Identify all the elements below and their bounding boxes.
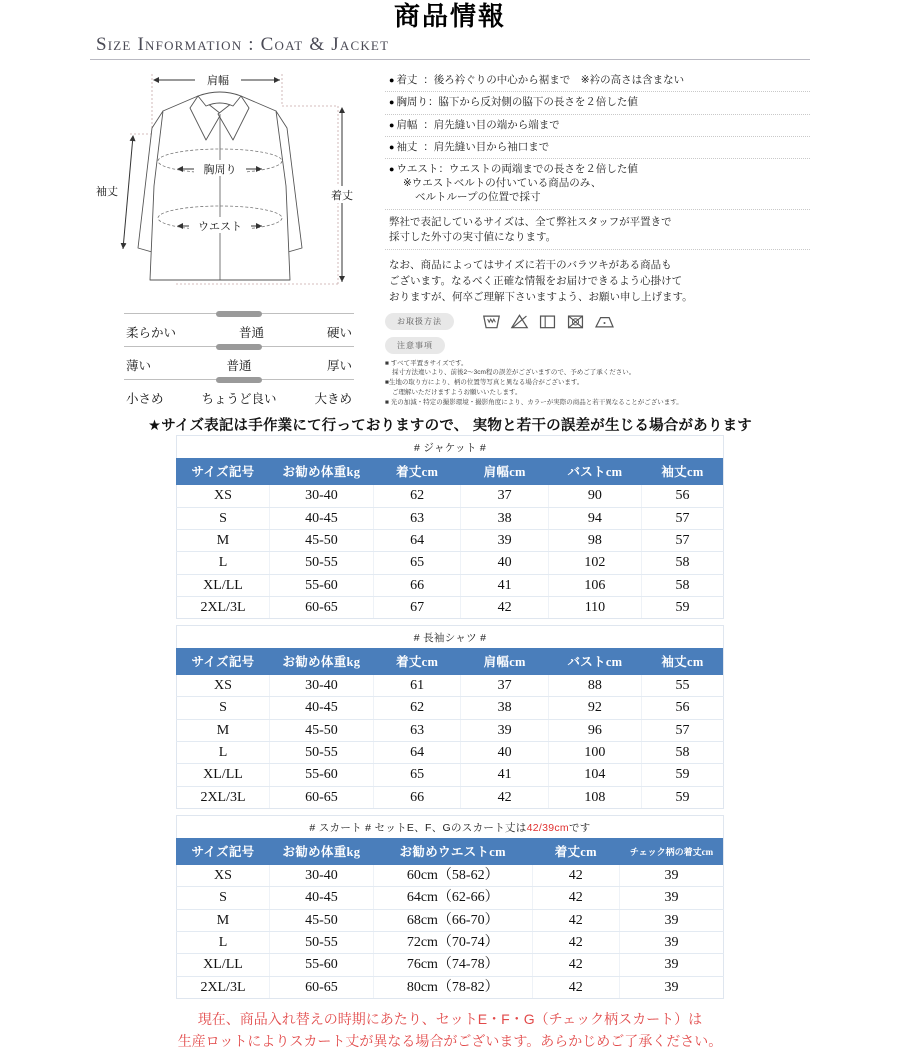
cell-shoulder: 38 [461, 697, 549, 719]
jacket-table-wrap [176, 435, 724, 619]
caution-label-pill: 注意事項 [385, 337, 445, 354]
jacket-size-table [176, 435, 724, 619]
stock-change-notice [90, 1009, 810, 1052]
jacket-diagram [90, 66, 385, 311]
cell-bust: 104 [548, 764, 641, 786]
cell-size: L [177, 552, 270, 574]
attribute-sliders [124, 313, 354, 411]
note-waist-sub2: ベルトループの位置で採寸 [415, 191, 541, 204]
table-row [177, 764, 724, 786]
cell-sleeve: 57 [641, 507, 723, 529]
note-sleeve-desc: ：肩先縫い目から袖口まで [423, 140, 550, 153]
cell-bust: 88 [548, 675, 641, 697]
table-row [177, 697, 724, 719]
table-row [177, 485, 724, 507]
bullet-icon: ● [389, 75, 395, 86]
note-waist-term: ウエスト [396, 162, 439, 175]
slider-hardness-track[interactable] [124, 313, 354, 323]
skirt-size-table [176, 815, 724, 999]
cell-weight: 50-55 [269, 931, 373, 953]
info-block [90, 66, 810, 412]
skirt-th-size: サイズ記号 [177, 838, 270, 865]
cell-check-length: 39 [620, 887, 724, 909]
slider-hardness-left: 柔らかい [126, 326, 177, 341]
garment-diagram-column [90, 66, 385, 412]
cell-sleeve: 56 [641, 485, 723, 507]
cell-length: 42 [532, 976, 620, 998]
cell-size: L [177, 742, 270, 764]
note-chest-desc: ：脇下から反対側の脇下の長さを２倍した値 [427, 96, 638, 109]
note-flat-measure-line2: 採寸した外寸の実寸値になります。 [389, 230, 557, 243]
note-variance-paragraph [385, 250, 810, 308]
cell-length: 65 [373, 552, 461, 574]
note-variance-line3: おりますが、何卒ご理解下さいますよう、お願い申し上げます。 [389, 291, 693, 304]
note-shoulder [385, 115, 810, 137]
cell-size: S [177, 887, 270, 909]
cell-weight: 40-45 [269, 507, 373, 529]
cell-bust: 98 [548, 529, 641, 551]
cell-weight: 30-40 [269, 865, 373, 887]
fineprint-notes [385, 359, 810, 408]
note-chest [385, 92, 810, 114]
cell-sleeve: 57 [641, 719, 723, 741]
skirt-table-wrap [176, 815, 724, 999]
cell-sleeve: 59 [641, 786, 723, 808]
measurement-notes-column [385, 66, 810, 407]
cell-size: S [177, 697, 270, 719]
cell-check-length: 39 [620, 865, 724, 887]
cell-weight: 40-45 [269, 697, 373, 719]
cell-shoulder: 39 [461, 529, 549, 551]
cell-waist: 72cm（70-74） [373, 931, 532, 953]
jacket-th-weight: お勧め体重kg [269, 458, 373, 485]
note-flat-measure [385, 210, 810, 250]
skirt-th-waist: お勧めウエストcm [373, 838, 532, 865]
cell-shoulder: 42 [461, 596, 549, 618]
cell-size: S [177, 507, 270, 529]
cell-length: 42 [532, 887, 620, 909]
cell-shoulder: 40 [461, 742, 549, 764]
cell-length: 42 [532, 931, 620, 953]
bullet-icon: ● [389, 119, 395, 130]
cell-shoulder: 41 [461, 574, 549, 596]
diagram-label-waist: ウエスト [198, 221, 242, 234]
no-bleach-icon [510, 313, 529, 330]
cell-bust: 90 [548, 485, 641, 507]
cell-length: 42 [532, 954, 620, 976]
note-length-desc: ：後ろ衿ぐりの中心から裾まで ※衿の高さは含まない [423, 74, 685, 87]
table-row [177, 954, 724, 976]
fineprint-line-2: 採寸方法違いより、前後2～3cm程の誤差がございますので、予めご了承ください。 [392, 369, 636, 377]
cell-weight: 55-60 [269, 764, 373, 786]
cell-size: M [177, 719, 270, 741]
tumble-dry-icon [538, 313, 557, 330]
jacket-th-size: サイズ記号 [177, 458, 270, 485]
table-row [177, 976, 724, 998]
subtitle-rule [90, 34, 810, 60]
table-row [177, 865, 724, 887]
skirt-th-weight: お勧め体重kg [269, 838, 373, 865]
fineprint-line-3: ■生地の取り方により、柄の位置等写真と異なる場合がございます。 [385, 379, 584, 387]
stock-change-notice-line2: 生産ロットによりスカート丈が異なる場合がございます。あらかじめご了承ください。 [177, 1032, 723, 1049]
cell-length: 62 [373, 697, 461, 719]
diagram-label-sleeve: 袖丈 [96, 186, 118, 199]
cell-size: 2XL/3L [177, 976, 270, 998]
cell-length: 66 [373, 786, 461, 808]
diagram-label-length: 着丈 [331, 190, 353, 203]
cell-size: XS [177, 485, 270, 507]
handmade-size-notice: ★サイズ表記は手作業にて行っておりますので、 実物と若干の誤差が生じる場合があります [148, 418, 752, 435]
note-shoulder-desc: ：肩先縫い目の端から端まで [423, 118, 560, 131]
cell-size: 2XL/3L [177, 596, 270, 618]
note-variance-line2: ございます。なるべく正確な情報をお届けできるよう心掛けて [389, 275, 683, 288]
cell-weight: 60-65 [269, 596, 373, 618]
slider-thickness-center: 普通 [226, 359, 252, 374]
cell-size: XL/LL [177, 574, 270, 596]
cell-waist: 80cm（78-82） [373, 976, 532, 998]
shirt-th-shoulder: 肩幅cm [461, 648, 549, 675]
note-shoulder-term: 肩幅 [396, 118, 418, 131]
cell-bust: 96 [548, 719, 641, 741]
bullet-icon: ● [389, 141, 395, 152]
cell-sleeve: 58 [641, 552, 723, 574]
jacket-table-caption: # ジャケット # [176, 435, 724, 458]
cell-weight: 55-60 [269, 954, 373, 976]
slider-fit-center: ちょうど良い [201, 392, 277, 407]
shirt-th-length: 着丈cm [373, 648, 461, 675]
cell-sleeve: 59 [641, 764, 723, 786]
cell-weight: 45-50 [269, 529, 373, 551]
slider-fit-knob[interactable] [216, 377, 262, 383]
diagram-label-shoulder: 肩幅 [207, 75, 229, 88]
note-length [385, 70, 810, 92]
table-row [177, 887, 724, 909]
no-dryclean-icon [566, 313, 585, 330]
skirt-caption-main: # スカート # セットE、F、Gのスカート丈は [309, 822, 527, 835]
cell-shoulder: 38 [461, 507, 549, 529]
shirt-table-body [177, 675, 724, 808]
jacket-table-body [177, 485, 724, 618]
cell-bust: 110 [548, 596, 641, 618]
cell-size: XL/LL [177, 764, 270, 786]
cell-length: 64 [373, 529, 461, 551]
cell-bust: 102 [548, 552, 641, 574]
shirt-th-size: サイズ記号 [177, 648, 270, 675]
cell-weight: 60-65 [269, 786, 373, 808]
cell-size: 2XL/3L [177, 786, 270, 808]
table-row [177, 507, 724, 529]
cell-length: 42 [532, 865, 620, 887]
note-chest-term: 胸周り [396, 96, 428, 109]
cell-waist: 76cm（74-78） [373, 954, 532, 976]
cell-length: 62 [373, 485, 461, 507]
fineprint-line-5: ■ 光の加減・特定の撮影環境・撮影角度により、カラーが実際の商品と若干異なることがございます。 [385, 398, 683, 406]
cell-weight: 50-55 [269, 552, 373, 574]
cell-bust: 106 [548, 574, 641, 596]
cell-length: 63 [373, 719, 461, 741]
cell-length: 66 [373, 574, 461, 596]
jacket-th-sleeve: 袖丈cm [641, 458, 723, 485]
slider-fit [124, 379, 354, 411]
page-title: 商品情報 [393, 1, 506, 31]
table-row [177, 786, 724, 808]
slider-thickness-right: 厚い [326, 359, 352, 374]
cell-length: 61 [373, 675, 461, 697]
cell-weight: 45-50 [269, 909, 373, 931]
cell-shoulder: 37 [461, 485, 549, 507]
slider-hardness-knob[interactable] [216, 311, 262, 317]
cell-sleeve: 55 [641, 675, 723, 697]
care-instructions-row [385, 313, 810, 330]
table-row [177, 574, 724, 596]
table-row [177, 596, 724, 618]
table-row [177, 529, 724, 551]
cell-size: M [177, 909, 270, 931]
shirt-th-weight: お勧め体重kg [269, 648, 373, 675]
note-sleeve-term: 袖丈 [396, 140, 418, 153]
cell-length: 64 [373, 742, 461, 764]
table-row [177, 675, 724, 697]
cell-weight: 40-45 [269, 887, 373, 909]
jacket-table-header-row [177, 458, 724, 485]
cell-weight: 30-40 [269, 675, 373, 697]
cell-weight: 45-50 [269, 719, 373, 741]
cell-shoulder: 41 [461, 764, 549, 786]
slider-fit-track[interactable] [124, 379, 354, 389]
fineprint-line-1: ■ すべて平置きサイズです。 [385, 359, 468, 367]
note-flat-measure-line1: 弊社で表記しているサイズは、全て弊社スタッフが平置きで [389, 215, 672, 228]
table-row [177, 719, 724, 741]
cell-shoulder: 37 [461, 675, 549, 697]
slider-hardness [124, 313, 354, 345]
slider-fit-right: 大きめ [314, 392, 352, 407]
cell-bust: 92 [548, 697, 641, 719]
care-label-pill: お取扱方法 [385, 313, 454, 330]
note-waist-desc: ：ウエストの両端までの長さを２倍した値 [438, 162, 638, 175]
cell-sleeve: 57 [641, 529, 723, 551]
cell-shoulder: 42 [461, 786, 549, 808]
cell-shoulder: 39 [461, 719, 549, 741]
cell-size: XL/LL [177, 954, 270, 976]
skirt-th-check-length: チェック柄の着丈cm [620, 838, 724, 865]
cell-sleeve: 58 [641, 574, 723, 596]
jacket-th-bust: バストcm [548, 458, 641, 485]
page-subtitle: Size Information : Coat & Jacket [96, 34, 390, 56]
bullet-icon: ● [389, 97, 395, 108]
cell-waist: 68cm（66-70） [373, 909, 532, 931]
caution-row [385, 337, 810, 354]
note-variance-line1: なお、商品によってはサイズに若干のバラツキがある商品も [389, 258, 672, 271]
cell-sleeve: 58 [641, 742, 723, 764]
slider-thickness-track[interactable] [124, 346, 354, 356]
cell-weight: 60-65 [269, 976, 373, 998]
fineprint-line-4: ご理解いただけますようお願いいたします。 [392, 388, 522, 396]
cell-bust: 108 [548, 786, 641, 808]
shirt-table-caption: # 長袖シャツ # [176, 625, 724, 648]
cell-sleeve: 56 [641, 697, 723, 719]
skirt-caption-highlight: 42/39cm [526, 822, 569, 835]
cell-waist: 64cm（62-66） [373, 887, 532, 909]
cell-weight: 55-60 [269, 574, 373, 596]
skirt-table-caption [176, 815, 724, 838]
bullet-icon: ● [389, 163, 395, 174]
table-row [177, 742, 724, 764]
cell-shoulder: 40 [461, 552, 549, 574]
shirt-table-header-row [177, 648, 724, 675]
shirt-table-wrap [176, 625, 724, 809]
jacket-th-length: 着丈cm [373, 458, 461, 485]
cell-sleeve: 59 [641, 596, 723, 618]
skirt-table-header-row [177, 838, 724, 865]
cell-bust: 94 [548, 507, 641, 529]
cell-size: XS [177, 865, 270, 887]
cell-check-length: 39 [620, 931, 724, 953]
jacket-th-shoulder: 肩幅cm [461, 458, 549, 485]
iron-icon [594, 313, 615, 330]
table-row [177, 931, 724, 953]
shirt-th-sleeve: 袖丈cm [641, 648, 723, 675]
cell-check-length: 39 [620, 909, 724, 931]
cell-size: L [177, 931, 270, 953]
cell-bust: 100 [548, 742, 641, 764]
hand-wash-icon [482, 313, 501, 330]
shirt-th-bust: バストcm [548, 648, 641, 675]
care-symbol-group [482, 313, 615, 330]
note-waist-sub1: ※ウエストベルトの付いている商品のみ、 [403, 177, 602, 190]
cell-size: XS [177, 675, 270, 697]
cell-length: 63 [373, 507, 461, 529]
skirt-th-length: 着丈cm [532, 838, 620, 865]
diagram-label-chest: 胸周り [203, 164, 237, 177]
slider-fit-left: 小さめ [126, 392, 164, 407]
slider-hardness-right: 硬い [326, 326, 352, 341]
slider-thickness-left: 薄い [126, 359, 152, 374]
skirt-caption-tail: です [568, 822, 591, 835]
note-sleeve [385, 137, 810, 159]
cell-check-length: 39 [620, 976, 724, 998]
slider-thickness-knob[interactable] [216, 344, 262, 350]
cell-waist: 60cm（58-62） [373, 865, 532, 887]
cell-size: M [177, 529, 270, 551]
cell-weight: 30-40 [269, 485, 373, 507]
cell-length: 42 [532, 909, 620, 931]
table-row [177, 909, 724, 931]
skirt-table-body [177, 865, 724, 998]
slider-thickness [124, 346, 354, 378]
note-length-term: 着丈 [396, 74, 418, 87]
cell-length: 65 [373, 764, 461, 786]
note-waist [385, 159, 810, 210]
table-row [177, 552, 724, 574]
cell-weight: 50-55 [269, 742, 373, 764]
cell-check-length: 39 [620, 954, 724, 976]
cell-length: 67 [373, 596, 461, 618]
stock-change-notice-line1: 現在、商品入れ替えの時期にあたり、セットE・F・G（チェック柄スカート）は [197, 1010, 703, 1027]
shirt-size-table [176, 625, 724, 809]
slider-hardness-center: 普通 [238, 326, 264, 341]
